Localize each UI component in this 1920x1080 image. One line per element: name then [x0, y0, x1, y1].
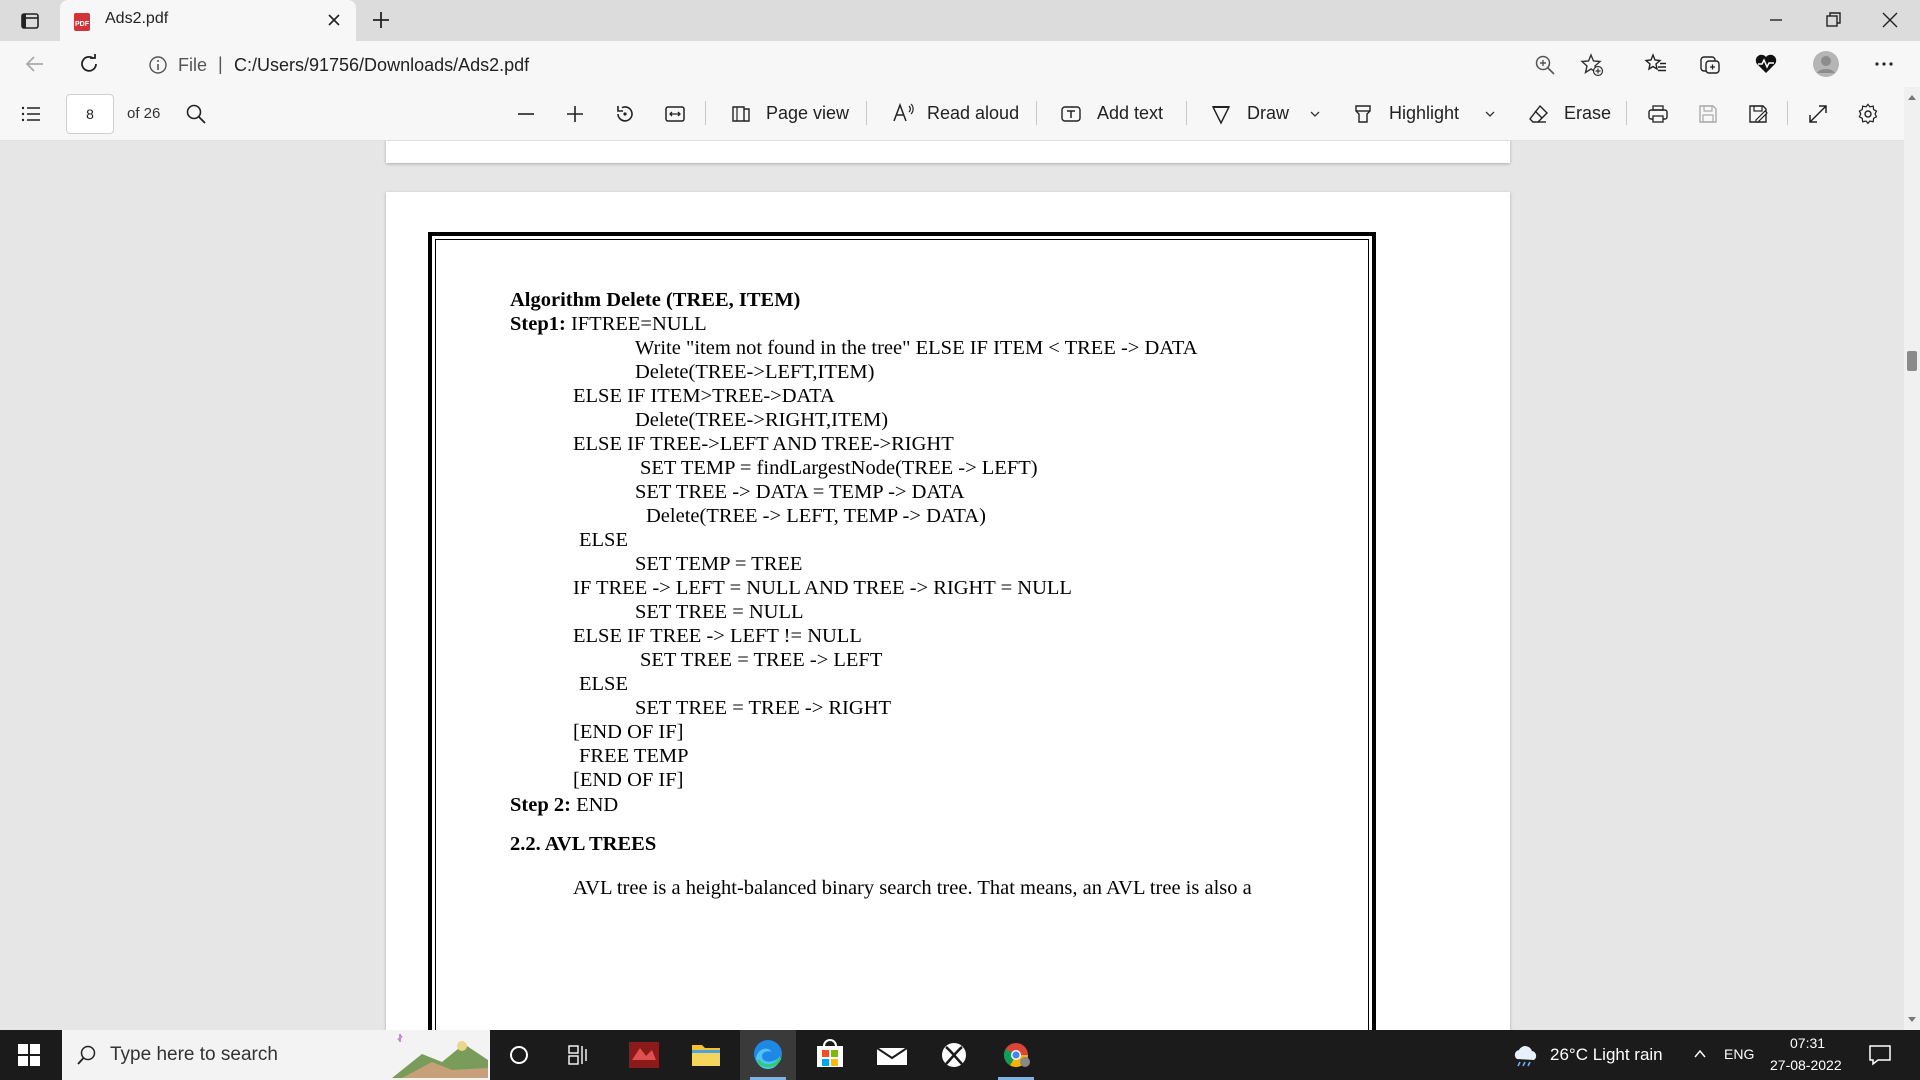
fit-width-icon[interactable]: [664, 103, 686, 125]
minimize-icon[interactable]: [1766, 10, 1786, 30]
close-tab-icon[interactable]: [325, 11, 343, 29]
address-row: [0, 41, 1920, 87]
code-line: SET TREE = NULL: [635, 601, 804, 623]
search-highlight-image: [392, 1032, 488, 1078]
pdf-toolbar: [0, 87, 1920, 141]
draw-icon[interactable]: [1210, 103, 1232, 125]
code-line: ELSE IF ITEM>TREE->DATA: [573, 385, 835, 407]
paragraph-line: AVL tree is a height-balanced binary search tree. That means, an AVL tree is also a: [573, 877, 1252, 899]
clock-date[interactable]: 27-08-2022: [1770, 1057, 1842, 1073]
code-line: FREE TEMP: [579, 745, 689, 767]
print-icon[interactable]: [1647, 103, 1669, 125]
taskbar: [0, 1030, 1920, 1080]
code-line: ELSE: [579, 529, 628, 551]
read-aloud-button[interactable]: Read aloud: [927, 103, 1020, 123]
code-line: SET TEMP = TREE: [635, 553, 803, 575]
find-icon[interactable]: [185, 103, 207, 125]
scroll-down-icon[interactable]: [1907, 1016, 1917, 1024]
save-icon[interactable]: [1697, 103, 1719, 125]
code-line: Delete(TREE->LEFT,ITEM): [635, 361, 875, 383]
highlight-button[interactable]: Highlight: [1389, 103, 1460, 123]
taskbar-search[interactable]: [62, 1030, 490, 1080]
mail-icon[interactable]: [864, 1030, 920, 1080]
code-line: SET TEMP = findLargestNode(TREE -> LEFT): [640, 457, 1038, 479]
vertical-scrollbar[interactable]: [1904, 87, 1920, 1030]
zoom-in-icon[interactable]: [564, 103, 586, 125]
address-separator: |: [218, 54, 223, 74]
search-icon: [76, 1044, 98, 1066]
toolbar-separator: [1186, 101, 1187, 125]
code-line: [END OF IF]: [573, 721, 684, 743]
code-line: [END OF IF]: [573, 769, 684, 791]
chrome-icon[interactable]: [988, 1030, 1044, 1080]
step1-text: IFTREE=NULL: [565, 313, 707, 335]
code-line: SET TREE = TREE -> LEFT: [640, 649, 883, 671]
code-line: ELSE IF TREE->LEFT AND TREE->RIGHT: [573, 433, 954, 455]
info-icon[interactable]: [148, 55, 168, 75]
settings-gear-icon[interactable]: [1857, 103, 1879, 125]
chevron-up-icon[interactable]: [1692, 1047, 1708, 1061]
refresh-icon[interactable]: [78, 53, 100, 75]
weather-text[interactable]: 26°C Light rain: [1550, 1045, 1663, 1064]
code-line: Delete(TREE->RIGHT,ITEM): [635, 409, 889, 431]
code-line: ELSE: [579, 673, 628, 695]
code-line: ELSE IF TREE -> LEFT != NULL: [573, 625, 862, 647]
tab-actions-icon[interactable]: [20, 11, 40, 31]
page-view-icon[interactable]: [730, 103, 752, 125]
contents-icon[interactable]: [20, 103, 42, 125]
title-bar: [0, 0, 1920, 41]
toolbar-separator: [866, 101, 867, 125]
code-line: Write "item not found in the tree" ELSE IF ITEM < TREE -> DATA: [635, 337, 1198, 359]
toolbar-separator: [705, 101, 706, 125]
toolbar-separator: [1036, 101, 1037, 125]
tab-title: Ads2.pdf: [105, 10, 169, 27]
toolbar-separator: [1787, 101, 1788, 125]
erase-icon[interactable]: [1527, 103, 1549, 125]
zoom-icon[interactable]: [1534, 54, 1556, 76]
page-total: of 26: [127, 105, 161, 122]
collections-icon[interactable]: [1698, 52, 1722, 76]
step1-line: [510, 313, 707, 336]
scroll-up-icon[interactable]: [1907, 93, 1917, 101]
section-heading: 2.2. AVL TREES: [510, 833, 657, 855]
close-window-icon[interactable]: [1880, 10, 1900, 30]
new-tab-button[interactable]: [370, 9, 392, 31]
code-line: SET TREE = TREE -> RIGHT: [635, 697, 892, 719]
page-number-input[interactable]: 8: [66, 94, 114, 134]
rotate-icon[interactable]: [614, 103, 636, 125]
clock-time[interactable]: 07:31: [1790, 1035, 1826, 1051]
restore-icon[interactable]: [1823, 10, 1843, 30]
algorithm-title: Algorithm Delete (TREE, ITEM): [510, 289, 801, 311]
pdf-viewer[interactable]: [0, 141, 1904, 1030]
health-extension-icon[interactable]: [1754, 52, 1778, 76]
back-icon[interactable]: [24, 53, 46, 75]
language-indicator[interactable]: ENG: [1724, 1046, 1755, 1062]
zoom-out-icon[interactable]: [515, 103, 537, 125]
erase-button[interactable]: Erase: [1564, 103, 1612, 123]
address-prefix: File: [178, 55, 208, 75]
highlight-icon[interactable]: [1352, 103, 1374, 125]
file-explorer-icon[interactable]: [678, 1030, 734, 1080]
search-placeholder: Type here to search: [110, 1044, 278, 1065]
windows-start-icon[interactable]: [18, 1044, 40, 1066]
add-text-icon[interactable]: [1060, 103, 1082, 125]
step2-line: [510, 794, 618, 817]
store-icon[interactable]: [802, 1030, 858, 1080]
address-bar[interactable]: [130, 45, 1620, 83]
toolbar-separator: [1626, 101, 1627, 125]
add-favorite-icon[interactable]: [1580, 53, 1604, 77]
previous-page: [386, 141, 1510, 163]
chevron-down-icon[interactable]: [1308, 107, 1322, 121]
pdf-icon: [72, 12, 92, 32]
cortana-icon[interactable]: [508, 1044, 530, 1066]
profile-avatar[interactable]: [1812, 50, 1840, 78]
code-line: SET TREE -> DATA = TEMP -> DATA: [635, 481, 965, 503]
code-line: IF TREE -> LEFT = NULL AND TREE -> RIGHT = NULL: [573, 577, 1072, 599]
code-line: Delete(TREE -> LEFT, TEMP -> DATA): [646, 505, 986, 527]
scrollbar-thumb[interactable]: [1907, 351, 1917, 371]
notifications-icon[interactable]: [1868, 1044, 1892, 1066]
weather-icon[interactable]: [1510, 1043, 1540, 1067]
favorites-icon[interactable]: [1644, 52, 1668, 76]
xbox-icon[interactable]: [926, 1030, 982, 1080]
task-view-icon[interactable]: [568, 1044, 590, 1066]
url-text[interactable]: C:/Users/91756/Downloads/Ads2.pdf: [234, 55, 530, 75]
page-view-button[interactable]: Page view: [766, 103, 850, 123]
pdf-page: [386, 192, 1510, 1030]
svg-text:PDF: PDF: [75, 21, 89, 28]
fullscreen-icon[interactable]: [1807, 103, 1829, 125]
more-options-icon[interactable]: [1872, 52, 1896, 76]
chevron-down-icon[interactable]: [1483, 107, 1497, 121]
step2-text: END: [570, 794, 619, 816]
step2-label: Step 2:: [510, 794, 571, 816]
add-text-button[interactable]: Add text: [1097, 103, 1164, 123]
step1-label: Step1:: [510, 313, 566, 335]
browser-tab[interactable]: [60, 0, 356, 41]
save-as-icon[interactable]: [1747, 103, 1769, 125]
taskbar-app-media[interactable]: [616, 1030, 672, 1080]
draw-button[interactable]: Draw: [1247, 103, 1290, 123]
edge-browser-icon[interactable]: [740, 1030, 796, 1080]
read-aloud-icon[interactable]: [892, 102, 916, 124]
